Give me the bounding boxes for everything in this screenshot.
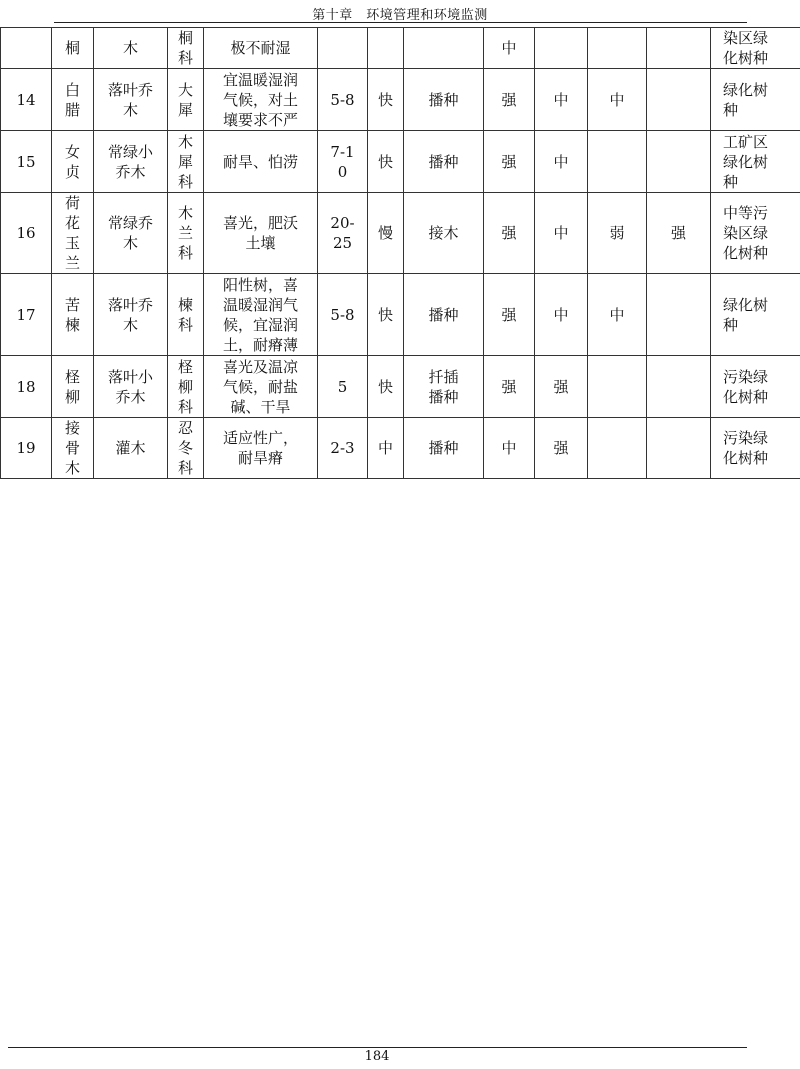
cell-no: 14 bbox=[1, 69, 52, 131]
cell-c6 bbox=[368, 28, 404, 69]
cell-c8: 中 bbox=[484, 28, 535, 69]
cell-c7: 播种 bbox=[404, 418, 484, 479]
footer-rule bbox=[8, 1047, 747, 1048]
cell-c8: 强 bbox=[484, 131, 535, 193]
cell-c7: 扦插 播种 bbox=[404, 356, 484, 418]
cell-family: 木 犀 科 bbox=[168, 131, 204, 193]
cell-form: 落叶乔 木 bbox=[94, 69, 168, 131]
cell-c11 bbox=[647, 356, 711, 418]
cell-no: 19 bbox=[1, 418, 52, 479]
cell-family: 桐 科 bbox=[168, 28, 204, 69]
cell-c9: 中 bbox=[535, 193, 588, 274]
running-header: 第十章 环境管理和环境监测 bbox=[312, 8, 488, 23]
cell-no: 15 bbox=[1, 131, 52, 193]
cell-c8: 强 bbox=[484, 356, 535, 418]
cell-c11 bbox=[647, 274, 711, 356]
cell-c6: 慢 bbox=[368, 193, 404, 274]
table-row bbox=[1, 356, 800, 418]
cell-use: 污染绿 化树种 bbox=[711, 418, 800, 479]
table-row bbox=[1, 418, 800, 479]
cell-family: 柽 柳 科 bbox=[168, 356, 204, 418]
cell-c5: 5-8 bbox=[318, 274, 368, 356]
cell-c10 bbox=[588, 28, 647, 69]
cell-form: 常绿乔 木 bbox=[94, 193, 168, 274]
cell-c9: 中 bbox=[535, 274, 588, 356]
cell-no: 17 bbox=[1, 274, 52, 356]
cell-c10: 中 bbox=[588, 69, 647, 131]
cell-name: 白 腊 bbox=[52, 69, 94, 131]
cell-no bbox=[1, 28, 52, 69]
cell-name: 桐 bbox=[52, 28, 94, 69]
cell-c7 bbox=[404, 28, 484, 69]
cell-form: 落叶乔 木 bbox=[94, 274, 168, 356]
cell-name: 苦 楝 bbox=[52, 274, 94, 356]
cell-c8: 中 bbox=[484, 418, 535, 479]
cell-c8: 强 bbox=[484, 193, 535, 274]
cell-family: 木 兰 科 bbox=[168, 193, 204, 274]
cell-c5: 5 bbox=[318, 356, 368, 418]
cell-c9: 中 bbox=[535, 131, 588, 193]
cell-use: 污染绿 化树种 bbox=[711, 356, 800, 418]
cell-family: 楝 科 bbox=[168, 274, 204, 356]
cell-family: 忍 冬 科 bbox=[168, 418, 204, 479]
cell-c6: 中 bbox=[368, 418, 404, 479]
table-row-continuation bbox=[1, 28, 800, 69]
cell-habit: 适应性广， 耐旱瘠 bbox=[204, 418, 318, 479]
cell-c9 bbox=[535, 28, 588, 69]
cell-habit: 阳性树，喜 温暖湿润气 候，宜湿润 土，耐瘠薄 bbox=[204, 274, 318, 356]
cell-c11 bbox=[647, 28, 711, 69]
cell-c6: 快 bbox=[368, 69, 404, 131]
cell-habit: 喜光及温凉 气候，耐盐 碱、干旱 bbox=[204, 356, 318, 418]
cell-c9: 强 bbox=[535, 356, 588, 418]
cell-c11 bbox=[647, 69, 711, 131]
tree-species-table bbox=[0, 27, 800, 479]
cell-c8: 强 bbox=[484, 274, 535, 356]
cell-c5: 5-8 bbox=[318, 69, 368, 131]
cell-form: 灌木 bbox=[94, 418, 168, 479]
cell-c10 bbox=[588, 131, 647, 193]
cell-name: 荷 花 玉 兰 bbox=[52, 193, 94, 274]
cell-name: 接 骨 木 bbox=[52, 418, 94, 479]
cell-habit: 宜温暖湿润 气候，对土 壤要求不严 bbox=[204, 69, 318, 131]
header-rule bbox=[54, 22, 747, 23]
cell-c10: 中 bbox=[588, 274, 647, 356]
cell-use: 工矿区 绿化树 种 bbox=[711, 131, 800, 193]
cell-use: 绿化树 种 bbox=[711, 274, 800, 356]
cell-c5 bbox=[318, 28, 368, 69]
cell-c7: 播种 bbox=[404, 131, 484, 193]
cell-form: 落叶小 乔木 bbox=[94, 356, 168, 418]
cell-name: 柽 柳 bbox=[52, 356, 94, 418]
cell-c10 bbox=[588, 418, 647, 479]
cell-c6: 快 bbox=[368, 131, 404, 193]
cell-c7: 播种 bbox=[404, 69, 484, 131]
cell-no: 16 bbox=[1, 193, 52, 274]
table-row bbox=[1, 69, 800, 131]
cell-habit: 喜光，肥沃 土壤 bbox=[204, 193, 318, 274]
cell-name: 女 贞 bbox=[52, 131, 94, 193]
cell-c8: 强 bbox=[484, 69, 535, 131]
cell-c5: 7-1 0 bbox=[318, 131, 368, 193]
page-number: 184 bbox=[364, 1049, 390, 1064]
cell-family: 大 犀 bbox=[168, 69, 204, 131]
cell-use: 染区绿 化树种 bbox=[711, 28, 800, 69]
cell-c6: 快 bbox=[368, 274, 404, 356]
cell-c5: 20- 25 bbox=[318, 193, 368, 274]
cell-c7: 播种 bbox=[404, 274, 484, 356]
table-row bbox=[1, 193, 800, 274]
cell-c10: 弱 bbox=[588, 193, 647, 274]
cell-c11: 强 bbox=[647, 193, 711, 274]
cell-c7: 接木 bbox=[404, 193, 484, 274]
cell-c10 bbox=[588, 356, 647, 418]
table-row bbox=[1, 131, 800, 193]
cell-use: 绿化树 种 bbox=[711, 69, 800, 131]
cell-c9: 中 bbox=[535, 69, 588, 131]
table-row bbox=[1, 274, 800, 356]
cell-use: 中等污 染区绿 化树种 bbox=[711, 193, 800, 274]
cell-c11 bbox=[647, 131, 711, 193]
cell-c5: 2-3 bbox=[318, 418, 368, 479]
cell-no: 18 bbox=[1, 356, 52, 418]
cell-c11 bbox=[647, 418, 711, 479]
cell-c9: 强 bbox=[535, 418, 588, 479]
cell-habit: 极不耐湿 bbox=[204, 28, 318, 69]
cell-form: 木 bbox=[94, 28, 168, 69]
cell-c6: 快 bbox=[368, 356, 404, 418]
cell-habit: 耐旱、怕涝 bbox=[204, 131, 318, 193]
cell-form: 常绿小 乔木 bbox=[94, 131, 168, 193]
